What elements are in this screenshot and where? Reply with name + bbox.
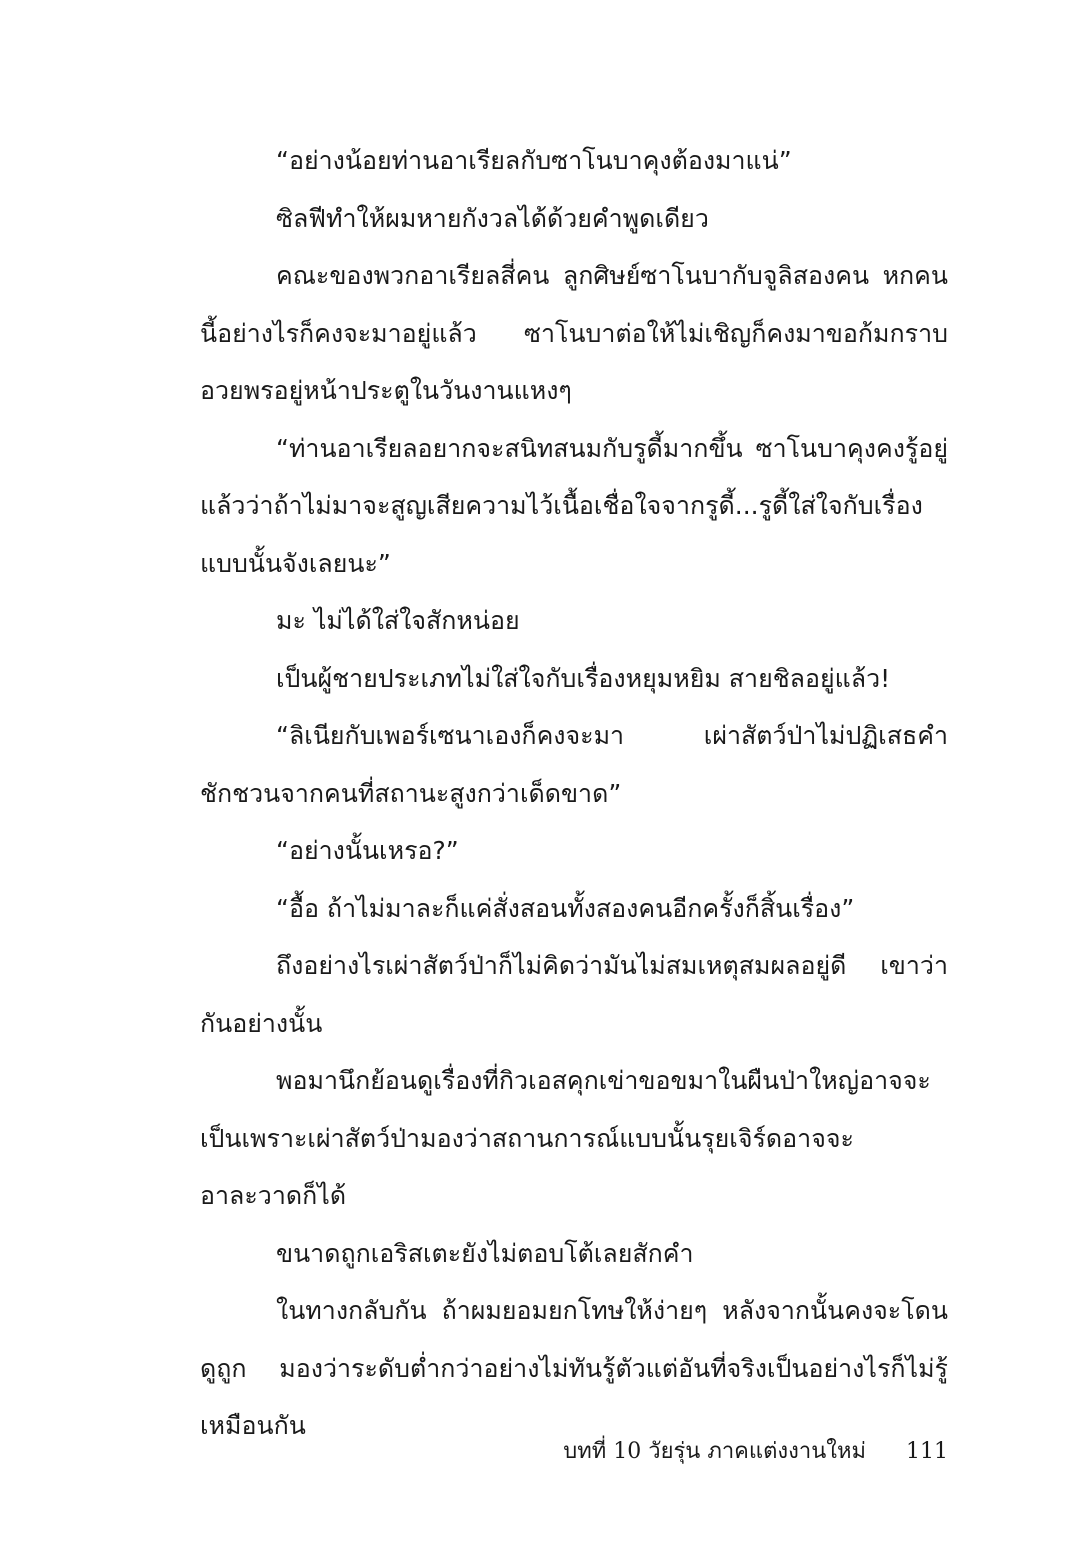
page-number: 111 [906,1439,948,1464]
paragraph: เป็นผู้ชายประเภทไม่ใส่ใจกับเรื่องหยุมหยิม สายชิลอยู่แล้ว! [276,663,891,693]
paragraph: ซิลฟีทำให้ผมหายกังวลได้ด้วยคำพูดเดียว [276,203,709,233]
paragraph: “ท่านอาเรียลอยากจะสนิทสนมกับรูดี้มากขึ้น ซาโนบาคุงคงรู้อยู่แล้วว่าถ้าไม่มาจะสูญเสียความไว้เนื้อเชื่อใจจากรูดี้...รูดี้ใส่ใจกับเรื่องแบบนั้นจังเลยนะ” [200,433,948,578]
paragraph: “อื้อ ถ้าไม่มาละก็แค่สั่งสอนทั้งสองคนอีกครั้งก็สิ้นเรื่อง” [276,893,855,923]
paragraph: “ลิเนียกับเพอร์เซนาเองก็คงจะมา เผ่าสัตว์ป่าไม่ปฏิเสธคำชักชวนจากคนที่สถานะสูงกว่าเด็ดขาด” [200,721,948,808]
paragraph: คณะของพวกอาเรียลสี่คน ลูกศิษย์ซาโนบากับจูลิสองคน หกคนนี้อย่างไรก็คงจะมาอยู่แล้ว ซาโนบาต่อให้ไม่เชิญก็คงมาขอก้มกราบอวยพรอยู่หน้าประตูในวันงานแหงๆ [200,261,948,405]
paragraph: พอมานึกย้อนดูเรื่องที่กิวเอสคุกเข่าขอขมาในผืนป่าใหญ่อาจจะเป็นเพราะเผ่าสัตว์ป่ามองว่าสถานการณ์แบบนั้นรุยเจิร์ดอาจจะอาละวาดก็ได้ [200,1066,931,1210]
paragraph: ในทางกลับกัน ถ้าผมยอมยกโทษให้ง่ายๆ หลังจากนั้นคงจะโดนดูถูก มองว่าระดับต่ำกว่าอย่างไม่ทันรู้ตัวแต่อันที่จริงเป็นอย่างไรก็ไม่รู้เหมือนกัน [200,1296,948,1440]
chapter-title: บทที่ 10 วัยรุ่น ภาคแต่งงานใหม่ [563,1439,866,1464]
paragraph: ถึงอย่างไรเผ่าสัตว์ป่าก็ไม่คิดว่ามันไม่สมเหตุสมผลอยู่ดี เขาว่ากันอย่างนั้น [200,951,948,1038]
paragraph: “อย่างน้อยท่านอาเรียลกับซาโนบาคุงต้องมาแน่” [276,146,792,175]
paragraph: มะ ไม่ได้ใส่ใจสักหน่อย [276,606,520,635]
paragraph: “อย่างนั้นเหรอ?” [276,836,459,865]
paragraph: ขนาดถูกเอริสเตะยังไม่ตอบโต้เลยสักคำ [276,1238,694,1268]
body-text [200,132,948,1455]
page-footer [200,1433,948,1468]
